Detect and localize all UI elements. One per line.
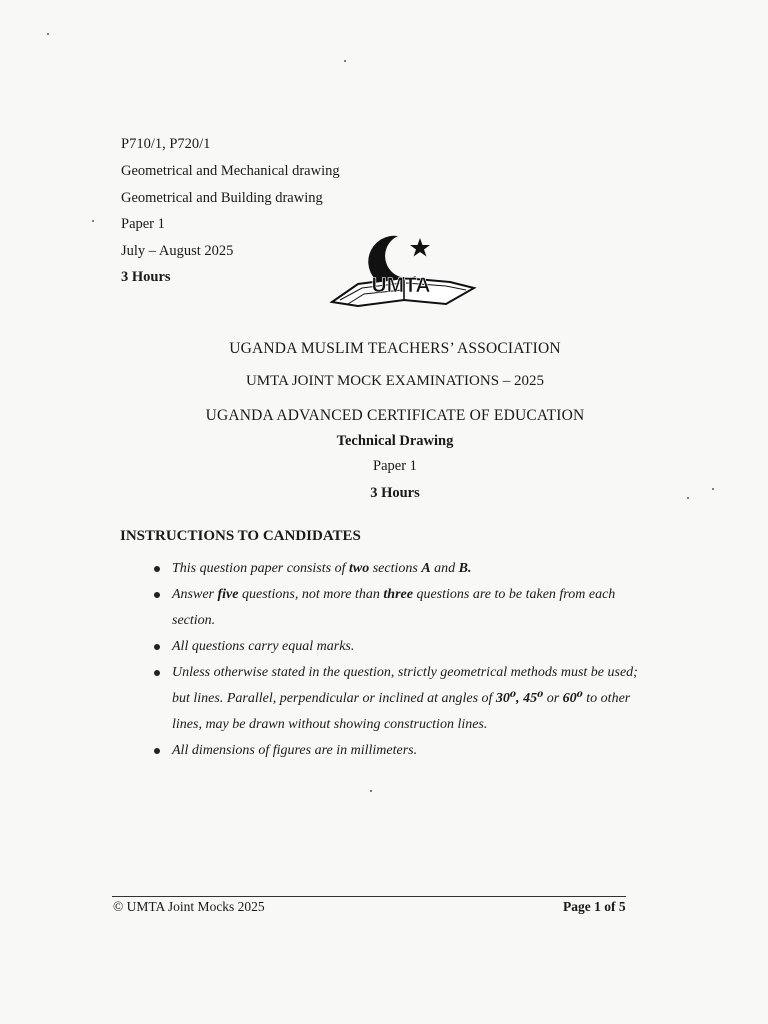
subject-building: Geometrical and Building drawing	[121, 190, 323, 206]
instruction-item-3: All questions carry equal marks.	[172, 639, 355, 654]
header-duration: 3 Hours	[121, 269, 171, 285]
exam-period: July – August 2025	[121, 243, 234, 259]
logo-text: UMTA	[371, 274, 431, 297]
footer-divider	[112, 896, 626, 897]
organization-name: UGANDA MUSLIM TEACHERS’ ASSOCIATION	[229, 340, 561, 357]
instruction-item	[172, 556, 642, 582]
instruction-item	[172, 660, 642, 738]
subject-title: Technical Drawing	[336, 433, 454, 449]
instruction-item-4: Unless otherwise stated in the question, strictly geometrical methods must be used; but lines. Parallel, perpendicular or inclined at angles of 30⁰, 45⁰ or 60⁰ to other lines, may be drawn without showing construction lines.	[172, 665, 638, 732]
instruction-item	[172, 582, 642, 634]
instruction-item-1: This question paper consists of two sections A and B.	[172, 561, 472, 576]
paper-number: Paper 1	[121, 216, 165, 232]
scan-speck	[344, 60, 346, 62]
instruction-item-5: All dimensions of figures are in millimeters.	[172, 743, 418, 758]
exam-name: UMTA JOINT MOCK EXAMINATIONS – 2025	[245, 373, 545, 389]
instruction-item-2: Answer five questions, not more than three questions are to be taken from each section.	[172, 587, 616, 628]
instruction-item	[172, 738, 642, 764]
duration-label: 3 Hours	[370, 485, 420, 501]
subject-mechanical: Geometrical and Mechanical drawing	[121, 163, 340, 179]
certificate-name: UGANDA ADVANCED CERTIFICATE OF EDUCATION	[205, 407, 585, 424]
umta-logo	[328, 228, 478, 312]
scan-speck	[47, 33, 49, 35]
instruction-item	[172, 634, 642, 660]
paper-codes: P710/1, P720/1	[121, 136, 211, 152]
footer-page-number: Page 1 of 5	[563, 899, 626, 914]
instructions-list	[172, 556, 642, 764]
scan-speck	[687, 497, 689, 499]
scan-speck	[712, 488, 714, 490]
footer-copyright: © UMTA Joint Mocks 2025	[113, 899, 265, 914]
scan-speck	[92, 220, 94, 222]
instructions-heading: INSTRUCTIONS TO CANDIDATES	[120, 528, 361, 544]
scan-speck	[370, 790, 372, 792]
paper-label: Paper 1	[373, 458, 417, 474]
